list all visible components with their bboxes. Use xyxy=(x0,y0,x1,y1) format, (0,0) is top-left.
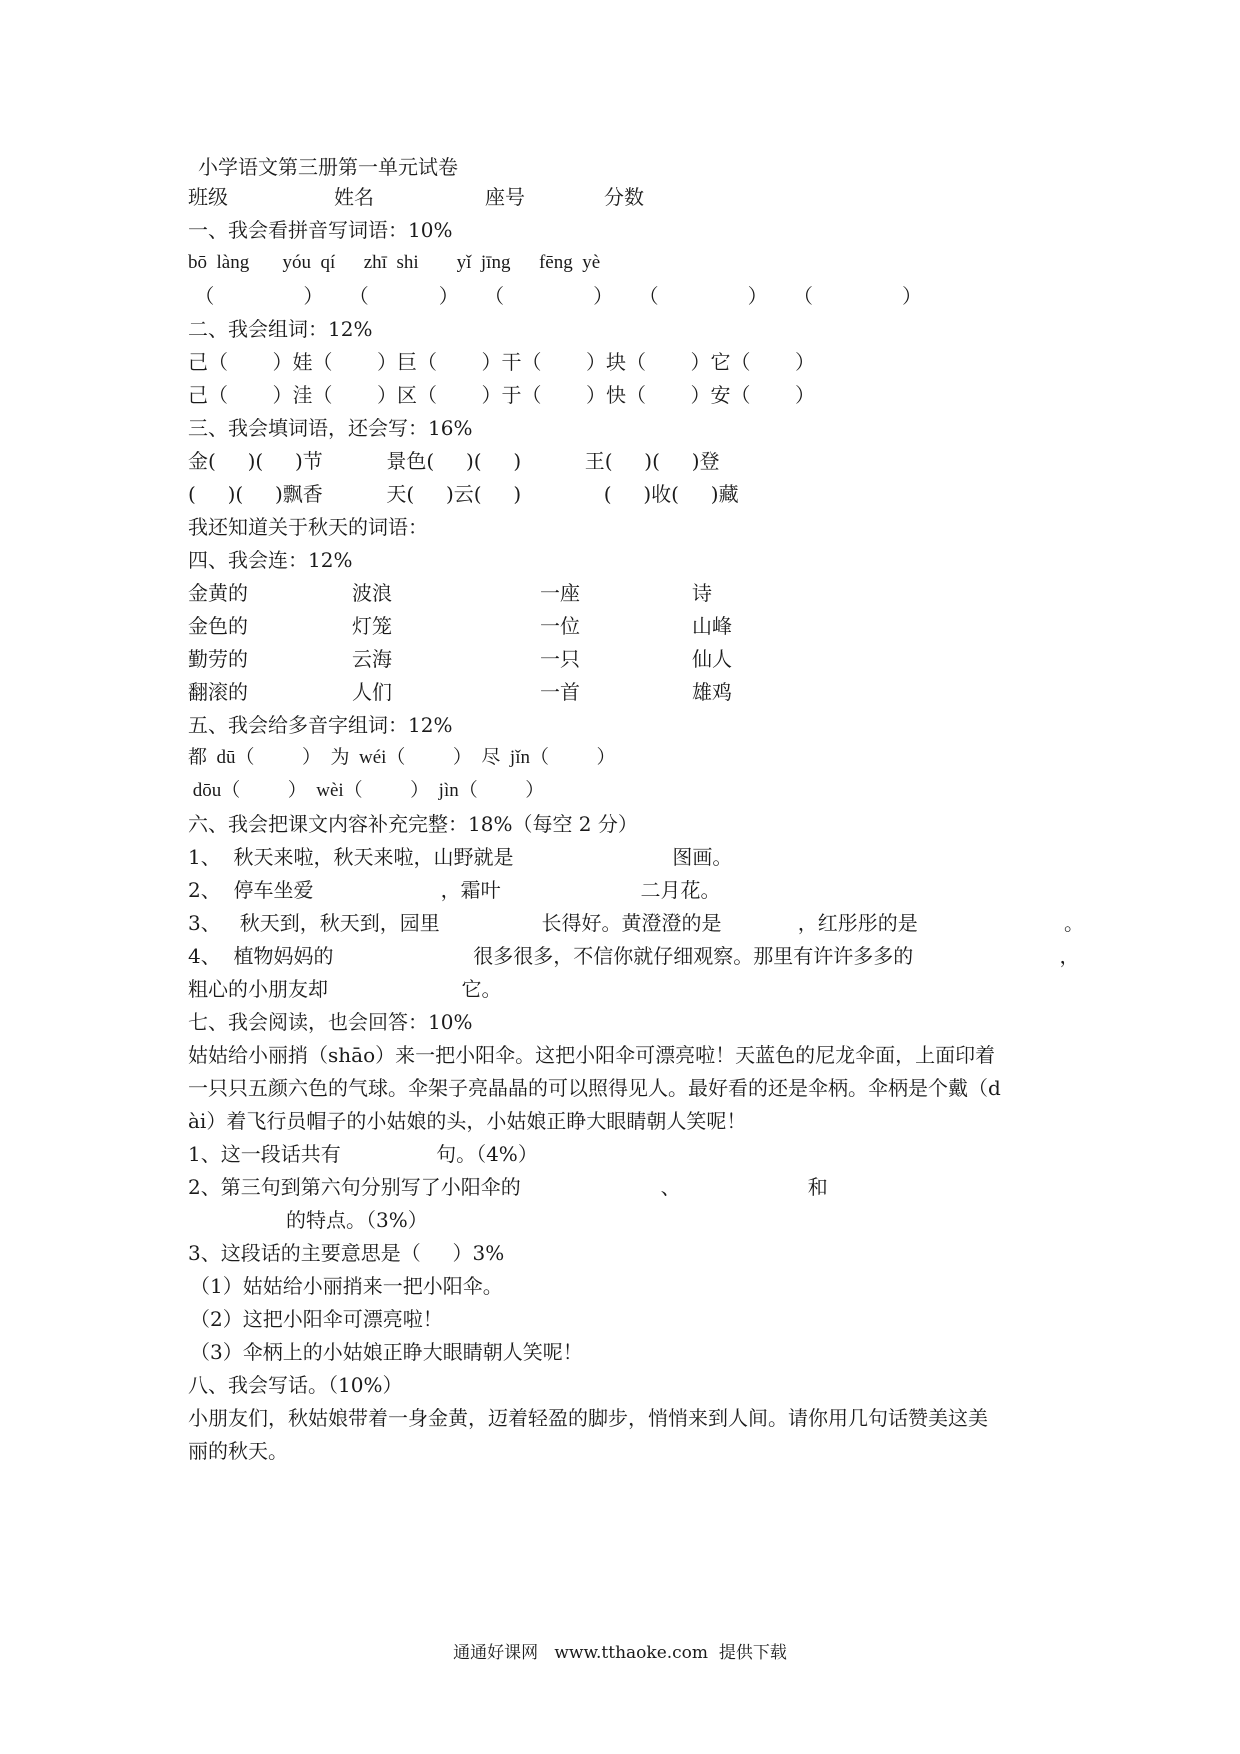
match-item: 山峰 xyxy=(692,614,732,638)
match-item: 诗 xyxy=(692,581,712,605)
section-5-row-2: dōu（ ） wèi（ ） jìn（ ） xyxy=(188,780,545,801)
match-item: 一位 xyxy=(540,614,580,638)
reading-passage-line-1: 姑姑给小丽捎（shāo）来一把小阳伞。这把小阳伞可漂亮啦！天蓝色的尼龙伞面，上面印着 xyxy=(188,1043,996,1067)
section-8-heading: 八、我会写话。（10%） xyxy=(188,1373,403,1397)
section-3-row-1: 金( )( )节 景色( )( ) 王( )( )登 xyxy=(188,449,720,473)
section-1-heading: 一、我会看拼音写词语：10% xyxy=(188,218,453,242)
reading-question-2: 2、第三句到第六句分别写了小阳伞的 、 和 xyxy=(188,1175,828,1199)
writing-prompt-line-2: 丽的秋天。 xyxy=(188,1439,288,1463)
section-6-line-4: 4、 植物妈妈的 很多很多，不信你就仔细观察。那里有许许多多的 ， xyxy=(188,944,1080,968)
section-6-line-5: 粗心的小朋友却 它。 xyxy=(188,977,502,1001)
section-2-row-1: 己（ ）娃（ ）巨（ ）干（ ）块（ ）它（ ） xyxy=(188,350,816,374)
field-score: 分数 xyxy=(604,185,644,209)
section-6-heading: 六、我会把课文内容补充完整：18%（每空 2 分） xyxy=(188,812,638,836)
field-seat: 座号 xyxy=(485,185,525,209)
match-item: 一只 xyxy=(540,647,580,671)
match-item: 一首 xyxy=(540,680,580,704)
section-3-heading: 三、我会填词语，还会写：16% xyxy=(188,416,473,440)
section-5-heading: 五、我会给多音字组词：12% xyxy=(188,713,453,737)
match-item: 勤劳的 xyxy=(188,647,248,671)
match-item: 灯笼 xyxy=(352,614,392,638)
section-1-pinyin: bō làng yóu qí zhī shi yǐ jīng fēng yè xyxy=(188,252,601,273)
match-item: 云海 xyxy=(352,647,392,671)
match-item: 人们 xyxy=(352,680,392,704)
match-item: 翻滚的 xyxy=(188,680,248,704)
match-item: 一座 xyxy=(540,581,580,605)
section-2-row-2: 己（ ）洼（ ）区（ ）于（ ）快（ ）安（ ） xyxy=(188,383,816,407)
section-5-row-1: 都 dū（ ） 为 wéi（ ） 尽 jǐn（ ） xyxy=(188,747,616,768)
field-class: 班级 xyxy=(188,185,228,209)
page-title: 小学语文第三册第一单元试卷 xyxy=(198,155,458,179)
match-item: 金色的 xyxy=(188,614,248,638)
reading-option-1: （1）姑姑给小丽捎来一把小阳伞。 xyxy=(190,1274,503,1298)
page-footer: 通通好课网 www.tthaoke.com 提供下载 xyxy=(453,1643,787,1663)
reading-option-2: （2）这把小阳伞可漂亮啦！ xyxy=(190,1307,443,1331)
section-6-line-1: 1、 秋天来啦，秋天来啦，山野就是 图画。 xyxy=(188,845,733,869)
reading-question-3: 3、这段话的主要意思是（ ）3% xyxy=(188,1241,505,1265)
writing-prompt-line-1: 小朋友们，秋姑娘带着一身金黄，迈着轻盈的脚步，悄悄来到人间。请你用几句话赞美这美 xyxy=(188,1406,988,1430)
section-7-heading: 七、我会阅读，也会回答：10% xyxy=(188,1010,473,1034)
match-item: 仙人 xyxy=(692,647,732,671)
section-1-brackets: （ ） （ ） （ ） （ ） （ ） xyxy=(188,284,923,308)
section-3-extra: 我还知道关于秋天的词语： xyxy=(188,515,428,539)
reading-question-2-cont: 的特点。（3%） xyxy=(286,1208,428,1232)
section-6-line-2: 2、 停车坐爱 ，霜叶 二月花。 xyxy=(188,878,721,902)
section-6-line-3: 3、 秋天到，秋天到，园里 长得好。黄澄澄的是 ，红彤彤的是 。 xyxy=(188,911,1085,935)
section-4-heading: 四、我会连：12% xyxy=(188,548,353,572)
section-3-row-2: ( )( )飘香 天( )云( ) ( )收( )藏 xyxy=(188,482,739,506)
section-2-heading: 二、我会组词：12% xyxy=(188,317,373,341)
reading-passage-line-3: ài）着飞行员帽子的小姑娘的头，小姑娘正睁大眼睛朝人笑呢！ xyxy=(188,1109,747,1133)
reading-passage-line-2: 一只只五颜六色的气球。伞架子亮晶晶的可以照得见人。最好看的还是伞柄。伞柄是个戴（d xyxy=(188,1076,1001,1100)
field-name: 姓名 xyxy=(334,185,374,209)
reading-option-3: （3）伞柄上的小姑娘正睁大眼睛朝人笑呢！ xyxy=(190,1340,583,1364)
match-item: 波浪 xyxy=(352,581,392,605)
match-item: 金黄的 xyxy=(188,581,248,605)
match-item: 雄鸡 xyxy=(692,680,732,704)
reading-question-1: 1、这一段话共有 句。（4%） xyxy=(188,1142,538,1166)
